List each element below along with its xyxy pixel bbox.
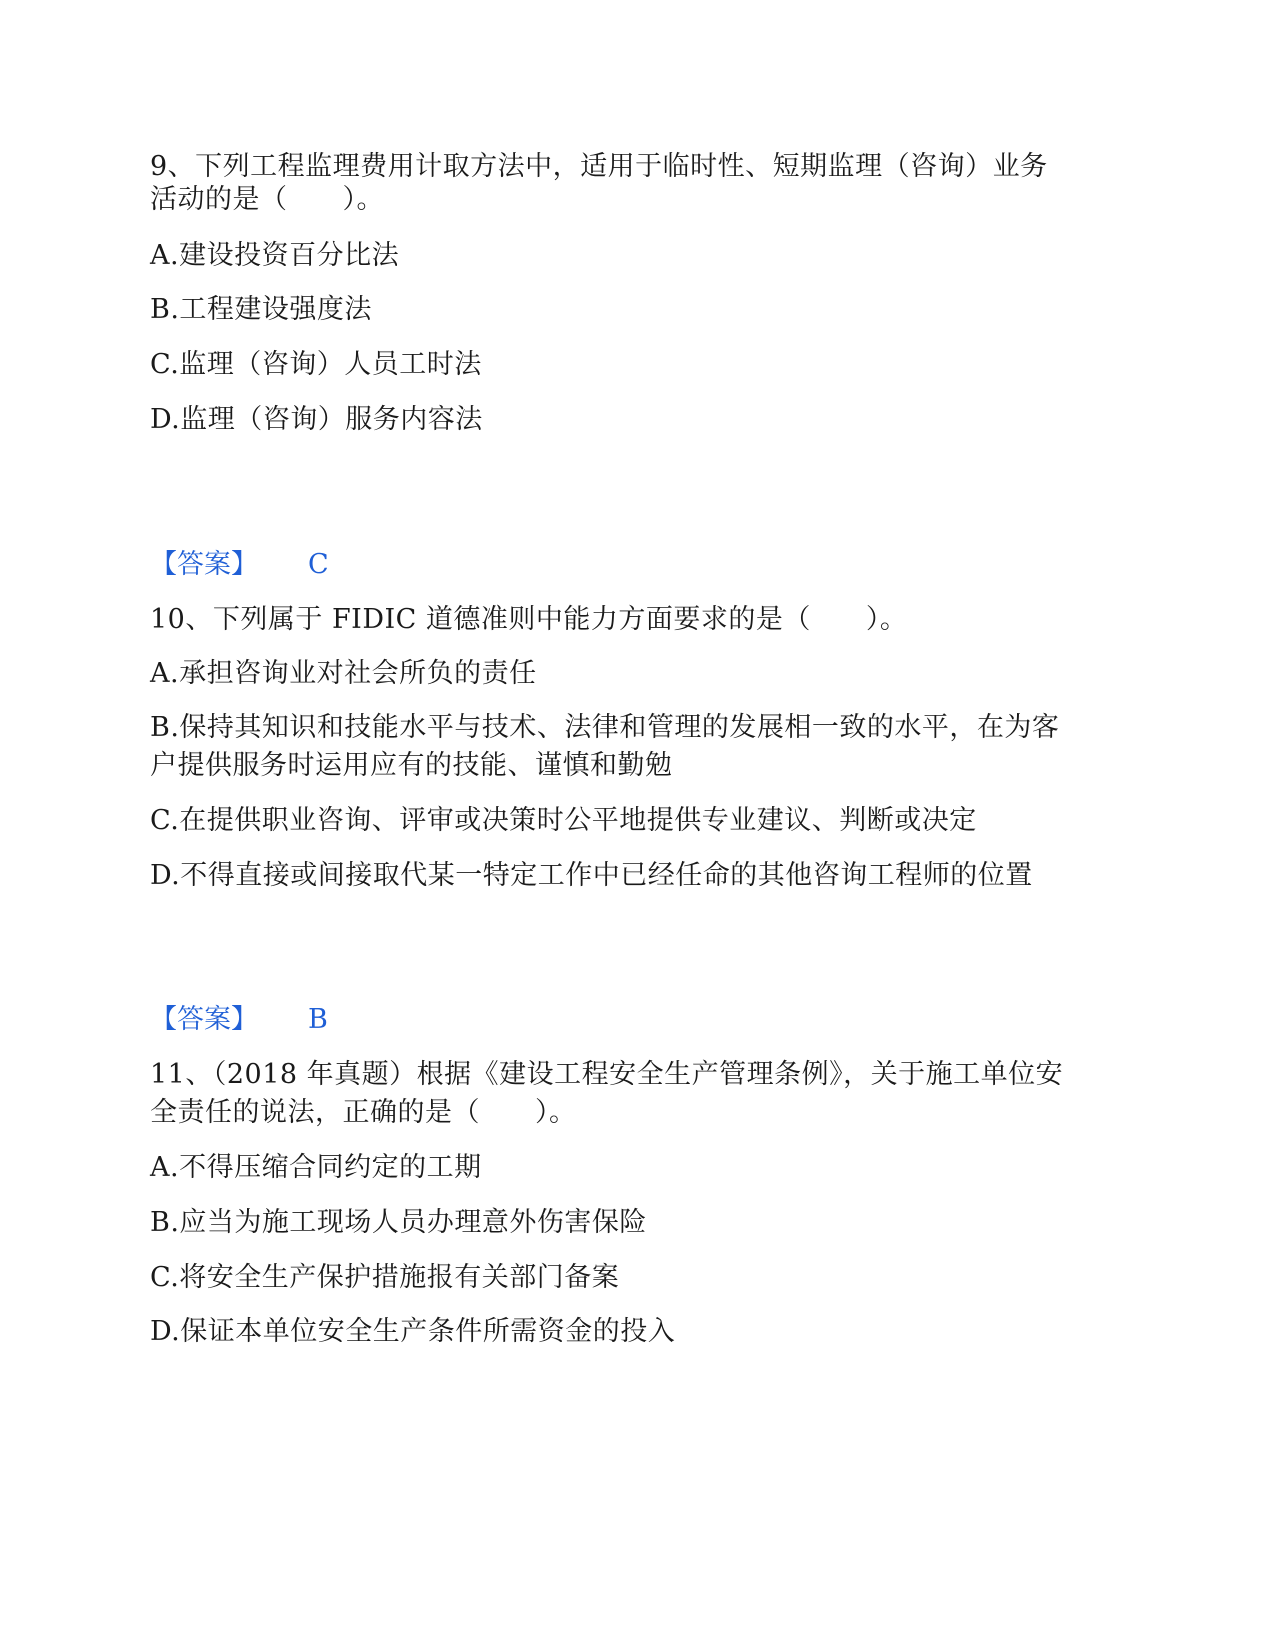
- q10-option-b-line2: 户提供服务时运用应有的技能、谨慎和勤勉: [150, 750, 673, 781]
- q9-option-d: D.监理（咨询）服务内容法: [150, 404, 483, 435]
- q11-stem-line1: 11、（2018 年真题）根据《建设工程安全生产管理条例》，关于施工单位安: [150, 1059, 1064, 1090]
- q9-answer-label: 【答案】: [150, 549, 258, 580]
- q11-stem-line2: 全责任的说法，正确的是（ ）。: [150, 1097, 577, 1128]
- q9-stem-line1: 9、下列工程监理费用计取方法中，适用于临时性、短期监理（咨询）业务: [150, 151, 1048, 182]
- q11-option-b: B.应当为施工现场人员办理意外伤害保险: [150, 1207, 647, 1238]
- q10-option-b-line1: B.保持其知识和技能水平与技术、法律和管理的发展相一致的水平，在为客: [150, 712, 1060, 743]
- q10-option-d: D.不得直接或间接取代某一特定工作中已经任命的其他咨询工程师的位置: [150, 860, 1033, 891]
- q9-option-a: A.建设投资百分比法: [150, 240, 400, 271]
- q11-option-c: C.将安全生产保护措施报有关部门备案: [150, 1262, 620, 1293]
- q10-answer-label: 【答案】: [150, 1004, 258, 1035]
- q10-option-c: C.在提供职业咨询、评审或决策时公平地提供专业建议、判断或决定: [150, 805, 977, 836]
- q9-option-c: C.监理（咨询）人员工时法: [150, 349, 482, 380]
- q11-option-d: D.保证本单位安全生产条件所需资金的投入: [150, 1316, 676, 1347]
- q10-stem-line1: 10、下列属于 FIDIC 道德准则中能力方面要求的是（ ）。: [150, 604, 908, 635]
- q9-answer-value: C: [308, 549, 329, 580]
- q9-option-b: B.工程建设强度法: [150, 294, 372, 325]
- q9-stem-line2: 活动的是（ ）。: [150, 184, 384, 215]
- q11-option-a: A.不得压缩合同约定的工期: [150, 1152, 482, 1183]
- q10-option-a: A.承担咨询业对社会所负的责任: [150, 658, 537, 689]
- q10-answer-value: B: [308, 1004, 328, 1035]
